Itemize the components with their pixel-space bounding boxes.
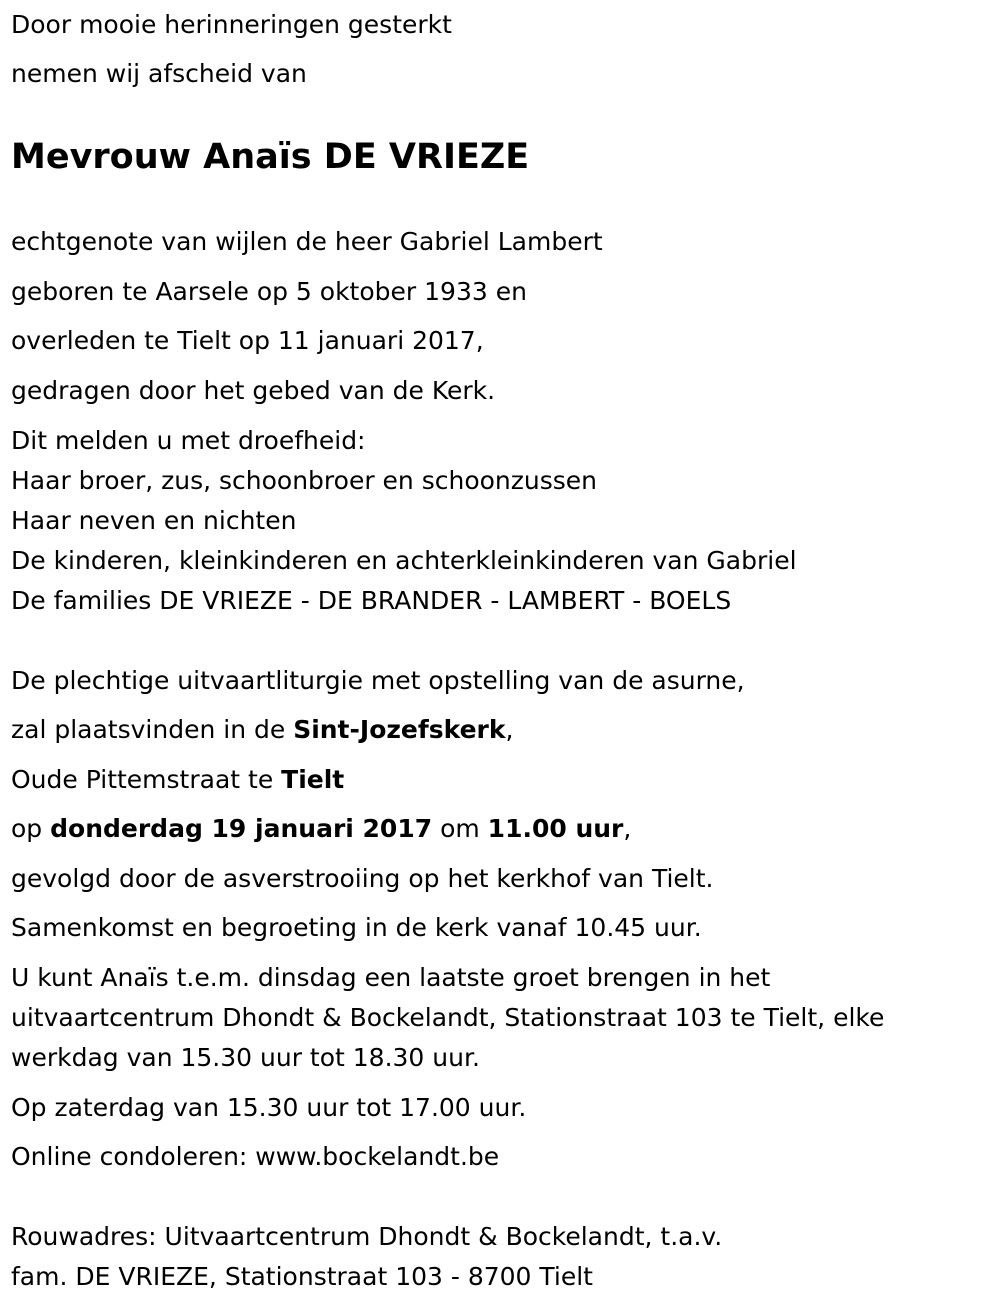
street-text: Oude Pittemstraat te [11,765,282,794]
church-line: gedragen door het gebed van de Kerk. [11,376,496,405]
announcer-line: Haar neven en nichten [11,506,297,535]
birth-line: geboren te Aarsele op 5 oktober 1933 en [11,277,527,306]
service-place [11,715,513,745]
place-prefix: zal plaatsvinden in de [11,715,294,744]
deceased-name: Mevrouw Anaïs DE VRIEZE [11,137,530,177]
spouse-line: echtgenote van wijlen de heer Gabriel Lambert [11,227,603,256]
address-line-1: Rouwadres: Uitvaartcentrum Dhondt & Bockelandt, t.a.v. [11,1222,723,1251]
time-prefix: om [432,814,488,843]
service-date-value: donderdag 19 januari 2017 [50,814,433,843]
death-line: overleden te Tielt op 11 januari 2017, [11,326,484,355]
visit-line-1: U kunt Anaïs t.e.m. dinsdag een laatste groet brengen in het [11,963,771,992]
online-condolence: Online condoleren: www.bockelandt.be [11,1142,500,1171]
intro-line-1: Door mooie herinneringen gesterkt [11,10,452,39]
gathering-line: Samenkomst en begroeting in de kerk vanaf 10.45 uur. [11,913,702,942]
church-name: Sint-Jozefskerk [293,715,506,744]
announcer-line: Haar broer, zus, schoonbroer en schoonzussen [11,466,598,495]
service-street [11,765,344,795]
intro-line-2: nemen wij afscheid van [11,59,307,88]
date-prefix: op [11,814,51,843]
announcers-heading: Dit melden u met droefheid: [11,426,366,455]
service-time-value: 11.00 uur [487,814,624,843]
announcer-line: De kinderen, kleinkinderen en achterkleinkinderen van Gabriel [11,546,797,575]
visit-line-3: werkdag van 15.30 uur tot 18.30 uur. [11,1043,480,1072]
service-date [11,814,631,844]
service-intro: De plechtige uitvaartliturgie met opstelling van de asurne, [11,666,745,695]
place-suffix: , [505,715,514,744]
town-name: Tielt [281,765,345,794]
announcer-line: De families DE VRIEZE - DE BRANDER - LAMBERT - BOELS [11,586,732,615]
address-line-2: fam. DE VRIEZE, Stationstraat 103 - 8700 Tielt [11,1262,593,1291]
saturday-line: Op zaterdag van 15.30 uur tot 17.00 uur. [11,1093,527,1122]
time-suffix: , [623,814,632,843]
followed-line: gevolgd door de asverstrooiing op het kerkhof van Tielt. [11,864,714,893]
visit-line-2: uitvaartcentrum Dhondt & Bockelandt, Stationstraat 103 te Tielt, elke [11,1003,885,1032]
